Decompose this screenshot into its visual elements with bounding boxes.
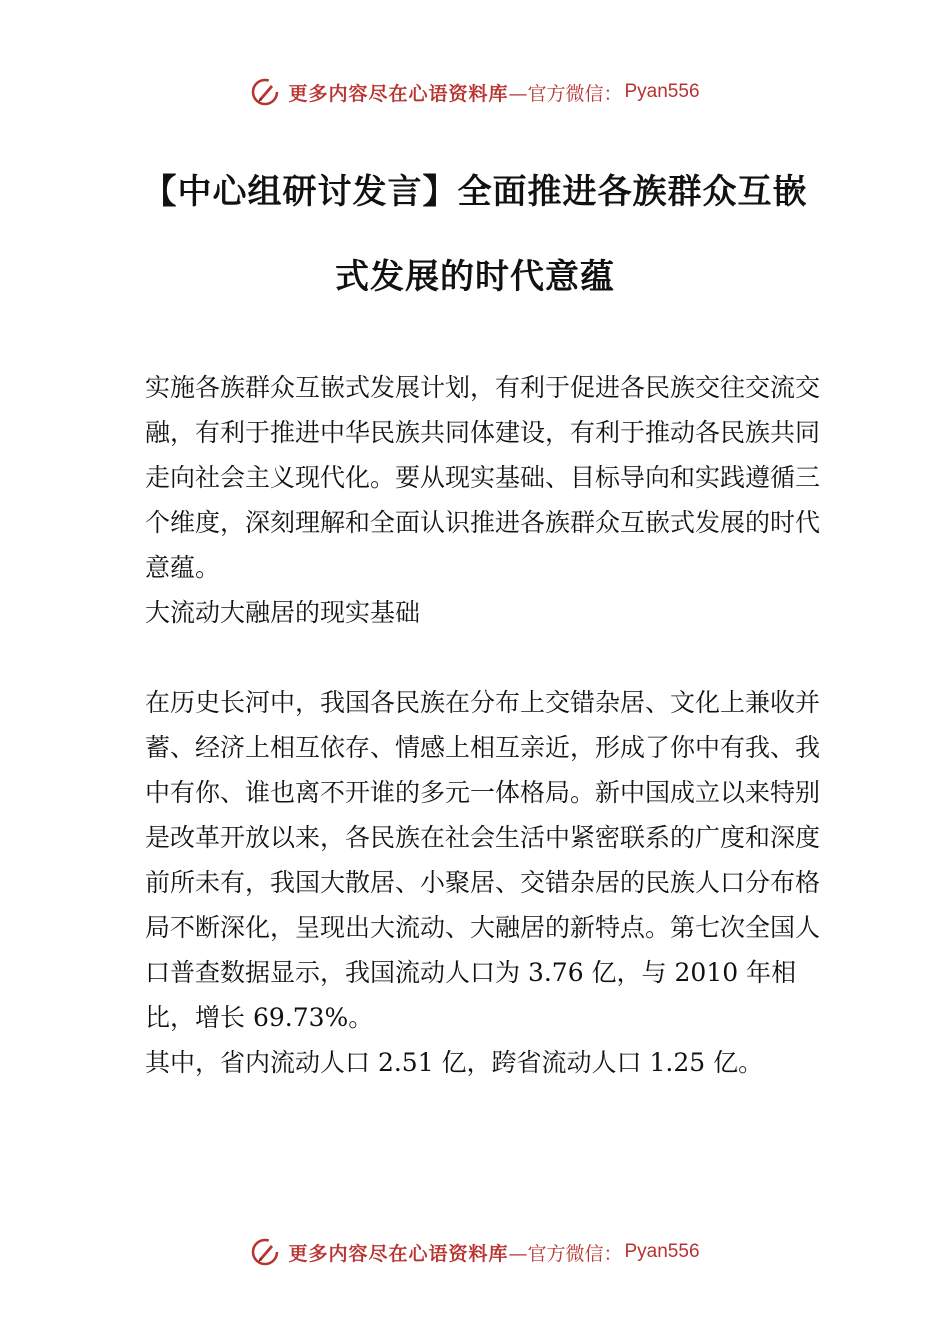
footer-watermark-wechat: Pyan556 bbox=[624, 1241, 700, 1262]
footer-watermark-separator: —官方微信： bbox=[508, 1242, 623, 1265]
quill-pen-logo-icon bbox=[250, 77, 280, 107]
footer-watermark bbox=[0, 1232, 950, 1272]
header-watermark-wechat: Pyan556 bbox=[624, 81, 700, 102]
document-title bbox=[120, 150, 830, 320]
section-heading-block bbox=[145, 590, 825, 635]
header-watermark bbox=[0, 72, 950, 112]
section-heading: 大流动大融居的现实基础 bbox=[145, 598, 421, 627]
intro-paragraph-block bbox=[145, 365, 825, 590]
document-title-line1: 【中心组研讨发言】全面推进各族群众互嵌 bbox=[142, 172, 808, 212]
header-watermark-text: 更多内容尽在心语资料库 bbox=[288, 82, 509, 105]
document-title-line2: 式发展的时代意蕴 bbox=[335, 257, 615, 297]
body-paragraph-block bbox=[145, 680, 825, 1085]
intro-paragraph: 实施各族群众互嵌式发展计划，有利于促进各民族交往交流交融，有利于推进中华民族共同体建设，有利于推动各民族共同走向社会主义现代化。要从现实基础、目标导向和实践遵循三个维度，深刻理解和全面认识推进各族群众互嵌式发展的时代意蕴。 bbox=[145, 373, 821, 582]
body-paragraph-migration: 其中，省内流动人口 2.51 亿，跨省流动人口 1.25 亿。 bbox=[145, 1048, 764, 1077]
quill-pen-logo-icon bbox=[250, 1237, 280, 1267]
header-watermark-separator: —官方微信： bbox=[508, 82, 623, 105]
body-paragraph-history: 在历史长河中，我国各民族在分布上交错杂居、文化上兼收并蓄、经济上相互依存、情感上相互亲近，形成了你中有我、我中有你、谁也离不开谁的多元一体格局。新中国成立以来特别是改革开放以来，各民族在社会生活中紧密联系的广度和深度前所未有，我国大散居、小聚居、交错杂居的民族人口分布格局不断深化，呈现出大流动、大融居的新特点。第七次全国人口普查数据显示，我国流动人口为 3.76 亿，与 2010 年相比，增长 69.73%。 bbox=[145, 688, 821, 1032]
footer-watermark-text: 更多内容尽在心语资料库 bbox=[288, 1242, 509, 1265]
